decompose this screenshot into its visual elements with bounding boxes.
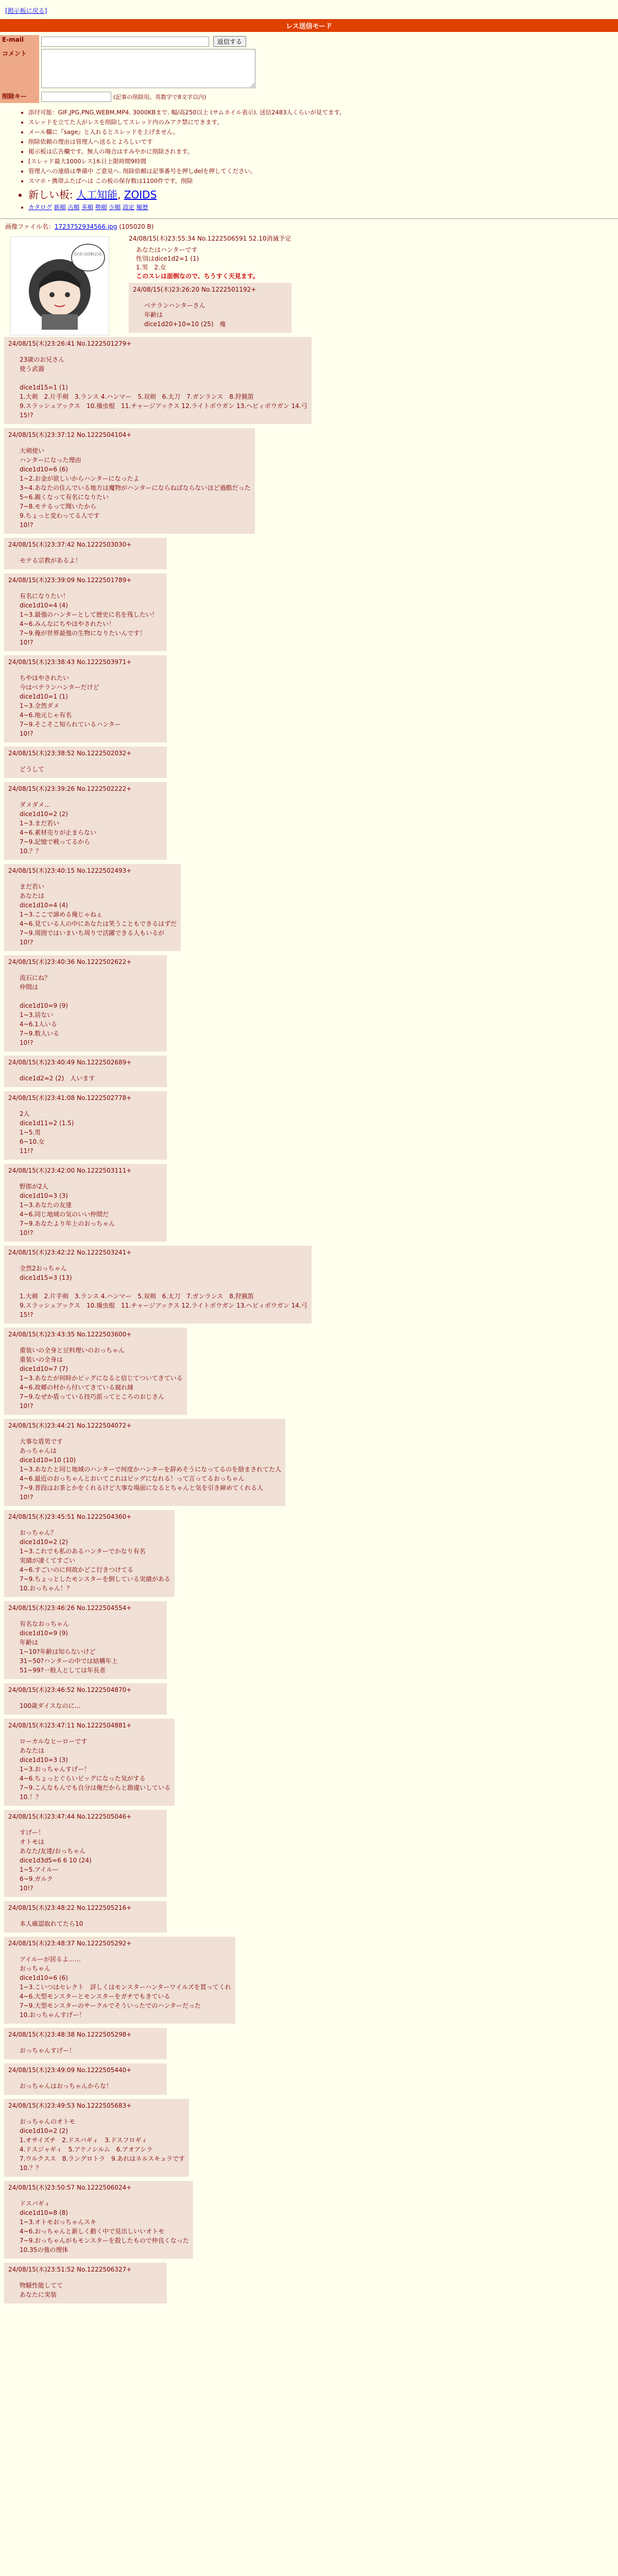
reply-header[interactable]: 24/08/15(木)23:38:52 No.1222502032+ bbox=[8, 750, 132, 757]
reply-header[interactable]: 24/08/15(木)23:39:26 No.1222502222+ bbox=[8, 785, 132, 792]
reply-list bbox=[0, 337, 618, 2303]
comment-line: おっちゃん？ bbox=[20, 1529, 57, 1536]
comment-line: あなたに実装 bbox=[20, 2291, 57, 2298]
comment-line: 4~6.大型モンスターとモンスターをガチでもきている bbox=[20, 1993, 170, 2000]
comment-line: 9.スラッシュアックス 10.操虫棍 11.チャージアックス 12.ライトボウガン 13.ヘビィボウガン 14.弓 bbox=[20, 402, 307, 410]
comment-line: 年齢は bbox=[144, 311, 163, 318]
reply-comment bbox=[20, 556, 163, 565]
comment-line: 1.オサイズチ 2.ドスバギィ 3.ドスフロギィ bbox=[20, 2137, 148, 2144]
comment-line: モテる宗教があるよ！ bbox=[20, 557, 82, 564]
reply-post bbox=[4, 2263, 167, 2303]
op-line: このスレは面倒なので、ちうすく天見ます。 bbox=[136, 273, 259, 280]
comment-line: 10.？？ bbox=[20, 2164, 42, 2172]
comment-line: 7~9.ちょっとしたモンスターを倒している実績がある bbox=[20, 1575, 170, 1583]
op-comment bbox=[136, 246, 618, 281]
reply-post bbox=[4, 1719, 175, 1806]
reply-comment bbox=[20, 355, 307, 420]
reply-header[interactable]: 24/08/15(木)23:49:53 No.1222505683+ bbox=[8, 2102, 132, 2109]
comment-line: 7~9.こんなもんでも自分は俺だからと勘違いしている bbox=[20, 1784, 171, 1791]
comment-line bbox=[20, 374, 307, 383]
sort-momentum-link[interactable]: 勢順 bbox=[95, 204, 107, 211]
comment-line: 10!? bbox=[20, 730, 33, 737]
reply-form bbox=[0, 35, 258, 103]
reply-header[interactable]: 24/08/15(木)23:51:52 No.1222506327+ bbox=[8, 2266, 132, 2273]
comment-line: dice1d10=3 (3) bbox=[20, 1192, 68, 1199]
reply-header[interactable]: 24/08/15(木)23:47:44 No.1222505046+ bbox=[8, 1813, 132, 1820]
comment-line: 31~50?ハンターの中では結構年上 bbox=[20, 1657, 118, 1665]
reply-comment bbox=[20, 1619, 163, 1675]
email-label: E-mail bbox=[0, 35, 39, 48]
comment-line: 4~6.みんなにちやほやされたい！ bbox=[20, 620, 115, 628]
reply-post bbox=[4, 573, 167, 651]
comment-line: dice1d10=9 (9) bbox=[20, 1002, 68, 1009]
comment-line: 4~6.見ている人の中にあなたは笑うこともできるはずだ bbox=[20, 920, 177, 927]
reply-header[interactable]: 24/08/15(木)23:48:22 No.1222505216+ bbox=[8, 1904, 132, 1911]
sort-old-link[interactable]: 古順 bbox=[67, 204, 80, 211]
reply-header[interactable]: 24/08/15(木)23:46:26 No.1222504554+ bbox=[8, 1604, 132, 1612]
submit-reply-button[interactable]: 返信する bbox=[213, 36, 246, 47]
reply-post bbox=[4, 428, 255, 534]
comment-line: 1~3.全然ダメ bbox=[20, 702, 60, 709]
comment-line: 4~6.おっちゃんと新しく動く中で見出しいいオトモ bbox=[20, 2228, 165, 2235]
comment-line: 1~3.最強のハンターとして歴史に名を残したい！ bbox=[20, 611, 158, 618]
op-post bbox=[0, 222, 618, 333]
comment-line: 本人確認取れてたら10 bbox=[20, 1920, 83, 1927]
delete-key-label: 削除キー bbox=[0, 91, 39, 103]
comment-line: dice1d10=4 (4) bbox=[20, 602, 68, 609]
comment-line: 7~9.普段はお茶とかをくれるけど大事な場面になるとちゃんと気を引き締めてくれる人 bbox=[20, 1484, 264, 1492]
comment-line: 1~3.あなたの友達 bbox=[20, 1201, 72, 1209]
op-illustration bbox=[11, 237, 131, 335]
reply-header[interactable]: 24/08/15(木)23:48:37 No.1222505292+ bbox=[8, 1940, 132, 1947]
comment-line: dice1d10=3 (3) bbox=[20, 1756, 68, 1764]
comment-line: dice1d3d5=6 6 10 (24) bbox=[20, 1857, 92, 1864]
comment-line: あっちゃんは bbox=[20, 1447, 57, 1454]
reply-header[interactable]: 24/08/15(木)23:26:41 No.1222501279+ bbox=[8, 340, 132, 347]
comment-line: アイルーが居るよ…… bbox=[20, 1956, 81, 1963]
reply-header[interactable]: 24/08/15(木)23:39:09 No.1222501789+ bbox=[8, 577, 132, 584]
comment-line: 大事な盾男です bbox=[20, 1438, 63, 1445]
comment-line: ドスバギィ bbox=[20, 2200, 50, 2207]
settings-link[interactable]: 設定 bbox=[122, 204, 134, 211]
rule-item: • 掲示板は広告欄です。無人の場合はすみやかに削除されます。 bbox=[28, 147, 618, 156]
rule-item: • 管理人への連絡は準備中 ご意見へ. 削除依頼は記事番号を押しdelを押してください。 bbox=[28, 167, 618, 175]
reply-header[interactable]: 24/08/15(木)23:46:52 No.1222504870+ bbox=[8, 1686, 132, 1693]
comment-line: 全然2おっちゃん bbox=[20, 1265, 67, 1272]
op-line: 1.男 2.女 bbox=[136, 264, 166, 271]
reply-post bbox=[4, 1810, 167, 1897]
comment-line: dice1d10=9 (9) bbox=[20, 1630, 68, 1637]
reply-header[interactable]: 24/08/15(木)23:37:12 No.1222504104+ bbox=[8, 431, 132, 438]
email-field[interactable] bbox=[41, 37, 209, 47]
comment-line: 7~9.そこそこ知られているハンター bbox=[20, 721, 121, 728]
reply-header[interactable]: 24/08/15(木)23:37:42 No.1222503030+ bbox=[8, 541, 132, 548]
comment-line: 10.？？ bbox=[20, 848, 42, 855]
comment-line: 10!? bbox=[20, 939, 33, 946]
comment-line: 7~9.おっちゃんがもモンスターを殺したもので仲良くなった bbox=[20, 2237, 189, 2244]
comment-line: 1~3.ここで諦める俺じゃねぇ bbox=[20, 911, 103, 918]
reply-post bbox=[4, 1056, 167, 1087]
reply-comment bbox=[20, 1955, 231, 2020]
reply-header[interactable]: 24/08/15(木)23:41:08 No.1222502778+ bbox=[8, 1094, 132, 1101]
comment-line: 10!? bbox=[20, 1039, 33, 1046]
op-file-size: (105020 B) bbox=[119, 223, 154, 230]
reply-header[interactable]: 24/08/15(木)23:38:43 No.1222503971+ bbox=[8, 658, 132, 666]
comment-line: 有名になりたい！ bbox=[20, 592, 70, 600]
comment-line: ちやほやされたい bbox=[20, 674, 70, 682]
comment-line: 7~9.なぜか盾っている技巧派ってところのおじさん bbox=[20, 1393, 165, 1400]
comment-line: 6~10.女 bbox=[20, 1138, 45, 1145]
comment-line: 7~9.記憶で戦ってるから bbox=[20, 838, 91, 845]
reply-header[interactable]: 24/08/15(木)23:48:38 No.1222505298+ bbox=[8, 2031, 132, 2038]
comment-line: 3~4.あなたの住んでいる地方は魔物がハンターにならねばならないほど過酷だった bbox=[20, 484, 251, 492]
reply-comment bbox=[20, 1828, 163, 1893]
reply-comment bbox=[20, 1737, 170, 1802]
comment-line: あなたは bbox=[20, 1747, 45, 1754]
comment-line: おっちゃんはおっちゃんからな！ bbox=[20, 2082, 113, 2090]
comment-line: dice1d15=3 (13) bbox=[20, 1274, 72, 1281]
comment-line: 7~9.俺が世界最強の生物になりたいんです！ bbox=[20, 630, 146, 637]
comment-line: dice1d10=6 (6) bbox=[20, 466, 68, 473]
comment-line: 15!? bbox=[20, 412, 33, 419]
reply-header[interactable]: 24/08/15(木)23:45:51 No.1222504360+ bbox=[8, 1513, 132, 1520]
new-board-link-zoids[interactable]: ZOIDS bbox=[124, 189, 157, 201]
op-thumbnail[interactable] bbox=[10, 236, 131, 335]
reply-header[interactable]: 24/08/15(木)23:40:15 No.1222502493+ bbox=[8, 867, 132, 874]
comment-line: 物騒性能してて bbox=[20, 2282, 63, 2289]
reply-comment bbox=[20, 2281, 163, 2299]
comment-line: 2人 bbox=[20, 1110, 30, 1117]
reply-comment bbox=[20, 591, 163, 647]
comment-line: dice1d11=2 (1.5) bbox=[20, 1120, 74, 1127]
op-line: あなたはハンターです bbox=[136, 246, 198, 253]
comment-line: すげー！ bbox=[20, 1829, 45, 1836]
divider bbox=[0, 218, 618, 219]
reply-comment bbox=[20, 1264, 307, 1319]
comment-line: 1~3.こいつはセレクト 詳しくはモンスターハンターワイルズを買ってくれ bbox=[20, 1984, 231, 1991]
sort-new-link[interactable]: 新順 bbox=[54, 204, 66, 211]
comment-line: 流石にね？ bbox=[20, 974, 51, 981]
op-header: 24/08/15(木)23:55:34 No.1222506591 52.10消滅予定 bbox=[129, 235, 291, 242]
comment-line: dice1d15=1 (1) bbox=[20, 384, 68, 391]
comment-line: dice1d10=6 (6) bbox=[20, 1974, 68, 1981]
comment-line bbox=[20, 992, 163, 1001]
comment-line: 9.スラッシュアックス 10.操虫棍 11.チャージアックス 12.ライトボウガン 13.ヘビィボウガン 14.弓 bbox=[20, 1302, 307, 1309]
reply-comment bbox=[20, 973, 163, 1047]
delete-key-input[interactable] bbox=[41, 92, 111, 102]
catalog-links bbox=[28, 203, 618, 211]
reply-header[interactable]: 24/08/15(木)23:50:57 No.1222506024+ bbox=[8, 2184, 132, 2191]
reply-comment bbox=[20, 1701, 163, 1710]
comment-line: 10.35の強の理体 bbox=[20, 2246, 68, 2253]
comment-line: 7~9.周囲ではいまいち周りで活躍できる人もいるが bbox=[20, 929, 165, 937]
op-body bbox=[129, 231, 618, 333]
reply-comment bbox=[144, 301, 287, 329]
reply-post bbox=[4, 1683, 167, 1715]
comment-line: 4~6.すごいのに何故かどこ行きつけてる bbox=[20, 1566, 134, 1573]
comment-line: オトモは bbox=[20, 1838, 45, 1845]
comment-line: 1.大剣 2.片手剣 3.ランス 4.ハンマー 5.双剣 6.太刀 7.ガンランス 8.狩猟笛 bbox=[20, 1293, 254, 1300]
comment-line: dice1d10=2 (2) bbox=[20, 810, 68, 818]
reply-post bbox=[4, 538, 167, 569]
comment-line: あなた/友達/おっちゃん bbox=[20, 1848, 86, 1855]
comment-line: 1~10?年齢は知らないけど bbox=[20, 1648, 96, 1655]
comment-line: 4~6.故郷の村から付いてきている腐れ縁 bbox=[20, 1384, 134, 1391]
reply-post bbox=[4, 1091, 167, 1160]
reply-post bbox=[4, 1246, 312, 1324]
comment-line: 野郎が2人 bbox=[20, 1183, 48, 1190]
comment-line: 11!? bbox=[20, 1147, 33, 1155]
comment-line: 4~6.素材売りが止まらない bbox=[20, 829, 97, 836]
comment-line: 今はベテランハンターだけど bbox=[20, 684, 99, 691]
comment-line: 4.ドスジャギィ 5.アケノシルム 6.アオアシラ bbox=[20, 2146, 153, 2153]
comment-line: 10!? bbox=[20, 1494, 33, 1501]
reply-post bbox=[4, 864, 181, 951]
reply-post bbox=[4, 1164, 167, 1242]
reply-comment bbox=[20, 1346, 183, 1411]
comment-line: 1~3.居ない bbox=[20, 1011, 54, 1019]
comment-line: 1~3.まだ若い bbox=[20, 820, 60, 827]
comment-line: 1~3.これでも私のあるハンターでかなり有名 bbox=[20, 1548, 146, 1555]
catalog-link[interactable]: カタログ bbox=[28, 204, 52, 211]
comment-line: 23歳のお兄さん bbox=[20, 356, 65, 363]
comment-line: 1~3.あなたと同じ地域のハンターで何度かハンターを辞めそうになってるのを励まされてた人 bbox=[20, 1466, 282, 1473]
comment-line: 10.おっちゃんすげー！ bbox=[20, 2011, 85, 2019]
comment-line: 1~5.アイルー bbox=[20, 1866, 59, 1873]
comment-line: おっちゃん bbox=[20, 1965, 51, 1972]
comment-line: おっちゃんすげー！ bbox=[20, 2047, 76, 2054]
reply-post bbox=[129, 283, 291, 333]
comment-line: 10!? bbox=[20, 521, 33, 529]
reply-comment bbox=[20, 673, 163, 738]
rule-item: • スマホ・携帯ふたばへは この板の保存数は1100件です。削除 bbox=[28, 177, 618, 185]
comment-line bbox=[20, 1282, 307, 1292]
reply-comment bbox=[20, 2046, 163, 2055]
reply-comment bbox=[20, 446, 251, 530]
reply-header[interactable]: 24/08/15(木)23:40:49 No.1222502689+ bbox=[8, 1059, 132, 1066]
comment-line: 100歳ダイスなのに… bbox=[20, 1702, 81, 1709]
rule-item: • メール欄に『sage』と入れるとスレッドを上げません。 bbox=[28, 128, 618, 136]
reply-comment bbox=[20, 2081, 163, 2091]
reply-post bbox=[4, 337, 312, 424]
op-speech-bubble: 自分のぜっちめを乗せるために bbox=[74, 252, 131, 257]
reply-post bbox=[4, 1901, 167, 1933]
comment-line: 10!? bbox=[20, 1402, 33, 1410]
sort-many-link[interactable]: 多順 bbox=[81, 204, 93, 211]
reply-header[interactable]: 24/08/15(木)23:43:35 No.1222503600+ bbox=[8, 1331, 132, 1338]
reply-comment bbox=[20, 800, 163, 856]
comment-line: 7~9.数人いる bbox=[20, 1030, 60, 1037]
posting-rules bbox=[0, 108, 618, 211]
reply-comment bbox=[20, 1109, 163, 1156]
comment-line: ダメダメ… bbox=[20, 801, 51, 808]
comment-line: 10.おっちゃん！？ bbox=[20, 1585, 73, 1592]
reply-post bbox=[4, 1328, 187, 1415]
reply-header[interactable]: 24/08/15(木)23:42:22 No.1222503241+ bbox=[8, 1249, 132, 1256]
reply-comment bbox=[20, 1919, 163, 1928]
reply-header[interactable]: 24/08/15(木)23:40:36 No.1222502622+ bbox=[8, 958, 132, 965]
reply-comment bbox=[20, 1437, 281, 1502]
reply-post bbox=[4, 955, 167, 1052]
op-line: 性別はdice1d2=1 (1) bbox=[136, 255, 199, 262]
reply-comment bbox=[20, 2117, 185, 2173]
comment-line: 10!? bbox=[20, 1885, 33, 1892]
comment-line: 51~99?一般人としては年長者 bbox=[20, 1667, 106, 1674]
sort-few-link[interactable]: 少順 bbox=[109, 204, 121, 211]
comment-textarea[interactable] bbox=[41, 49, 255, 88]
new-board-notice: • 新しい板: 人工知能, ZOIDS bbox=[28, 187, 618, 201]
comment-line: まだ若い bbox=[20, 883, 45, 890]
op-file-info bbox=[5, 222, 618, 231]
reply-comment bbox=[20, 765, 163, 774]
reply-post bbox=[4, 1937, 235, 2024]
reply-post bbox=[4, 2181, 193, 2259]
comment-line: 7~8.モテるって聞いたから bbox=[20, 503, 97, 510]
reply-post bbox=[4, 1419, 285, 1506]
comment-line: 15!? bbox=[20, 1311, 33, 1318]
comment-line: dice1d10=7 (7) bbox=[20, 1365, 68, 1372]
reply-post bbox=[4, 2028, 167, 2059]
reply-comment bbox=[20, 1074, 163, 1083]
comment-line: どうして bbox=[20, 766, 45, 773]
comment-line: dice1d10=10 (10) bbox=[20, 1456, 76, 1464]
comment-line: 10!? bbox=[20, 1229, 33, 1236]
comment-line: 1~3.あなたが何時かピッグになると信じてついてきている bbox=[20, 1375, 183, 1382]
comment-line: 仲間は bbox=[20, 984, 39, 991]
comment-line: 年齢は bbox=[20, 1639, 39, 1646]
op-file-link[interactable]: 1723752934566.jpg bbox=[54, 223, 117, 230]
reply-header[interactable]: 24/08/15(木)23:26:20 No.1222501192+ bbox=[133, 286, 256, 293]
reply-post bbox=[4, 655, 167, 742]
back-to-board-link[interactable]: [掲示板に戻る] bbox=[5, 7, 47, 14]
reply-mode-banner: レス送信モード bbox=[0, 19, 618, 32]
reply-header[interactable]: 24/08/15(木)23:49:09 No.1222505440+ bbox=[8, 2066, 132, 2074]
reply-post bbox=[4, 1510, 175, 1597]
comment-line: ハンターになった理由 bbox=[20, 456, 81, 464]
comment-line: 4~6.最近のおっちゃんとおいてこれはピッグになれる！って言ってるおっちゃん bbox=[20, 1475, 245, 1482]
comment-label: コメント bbox=[0, 48, 39, 91]
new-board-link-ai[interactable]: 人工知能 bbox=[76, 189, 118, 201]
comment-line: dice1d10=4 (4) bbox=[20, 902, 68, 909]
reply-post bbox=[4, 747, 167, 778]
comment-line: ローカルなヒーローです bbox=[20, 1738, 88, 1745]
comment-line: 10.！？ bbox=[20, 1793, 42, 1801]
comment-line: 1.大剣 2.片手剣 3.ランス 4.ハンマー 5.双剣 6.太刀 7.ガンランス 8.狩猟笛 bbox=[20, 393, 254, 400]
comment-line: 1~3.おっちゃんすげー！ bbox=[20, 1766, 91, 1773]
reply-comment bbox=[20, 2199, 189, 2255]
rule-item: • 添付可能：GIF,JPG,PNG,WEBM,MP4. 3000KBまで. 幅/高250以上 (サムネイル表示). 送信2483人くらいが見てます。 bbox=[28, 108, 618, 116]
rule-item: • [スレッド最大1000レス]本日上限時間9時間 bbox=[28, 157, 618, 165]
comment-line: 実績が凄くてすごい bbox=[20, 1557, 76, 1564]
reply-comment bbox=[20, 882, 177, 947]
history-link[interactable]: 履歴 bbox=[136, 204, 148, 211]
reply-post bbox=[4, 2099, 189, 2177]
comment-line: 重装いの全身と豆料理いのおっちゃん bbox=[20, 1347, 125, 1354]
reply-comment bbox=[20, 1182, 163, 1238]
comment-line: 5~6.親くなって有名になりたい bbox=[20, 494, 109, 501]
comment-line: 有名なおっちゃん bbox=[20, 1620, 70, 1628]
comment-line: dice1d10=2 (2) bbox=[20, 1538, 68, 1546]
comment-line: 7.ウルクスス 8.ラングロトラ 9.あれはネルスキュラです bbox=[20, 2155, 185, 2162]
comment-line: 6~9.ガルク bbox=[20, 1875, 53, 1883]
comment-line: ベテランハンターさん bbox=[144, 302, 205, 309]
rule-item: • 削除依頼の理由は管理人へ送るとよろしいです bbox=[28, 138, 618, 146]
comment-line: 7~9.あなたより年上のおっちゃん bbox=[20, 1220, 115, 1227]
comment-line: dice1d10=8 (8) bbox=[20, 2209, 68, 2216]
reply-header[interactable]: 24/08/15(木)23:42:00 No.1222503111+ bbox=[8, 1167, 132, 1174]
comment-line: あなたは bbox=[20, 892, 45, 900]
comment-line: 4~6.1人いる bbox=[20, 1021, 57, 1028]
delete-key-note: (記事の削除用。英数字で8文字以内) bbox=[113, 94, 207, 100]
new-board-prefix: 新しい板: bbox=[28, 189, 77, 201]
comment-line: 1~2.お金が欲しいからハンターになったよ bbox=[20, 475, 140, 482]
comment-line: 大剣使い bbox=[20, 447, 45, 454]
comment-line: 4~6.同じ地域の気のいい仲間だ bbox=[20, 1211, 109, 1218]
reply-header[interactable]: 24/08/15(木)23:47:11 No.1222504881+ bbox=[8, 1722, 132, 1729]
reply-post bbox=[4, 782, 167, 860]
comment-line: 9.ちょっと変わってる人です bbox=[20, 512, 100, 519]
comment-line: dice1d20+10=10 (25) 痩 bbox=[144, 320, 226, 328]
reply-comment bbox=[20, 1528, 170, 1593]
comment-line: 1~3.オトモおっちゃんスキ bbox=[20, 2218, 97, 2226]
comment-line: 4~6.地元じゃ有名 bbox=[20, 711, 72, 719]
top-nav bbox=[0, 0, 618, 15]
comment-line: dice1d10=1 (1) bbox=[20, 693, 68, 700]
comment-line: 10!? bbox=[20, 639, 33, 646]
comment-line: おっちゃんのオトモ bbox=[20, 2118, 76, 2125]
rule-item: • スレッドを立てた人がレスを削除してスレッド内のみアク禁にできます。 bbox=[28, 118, 618, 126]
comment-line: dice1d2=2 (2) 人います bbox=[20, 1075, 95, 1082]
comment-line: 重装いの全身は bbox=[20, 1356, 63, 1363]
reply-header[interactable]: 24/08/15(木)23:44:21 No.1222504072+ bbox=[8, 1422, 132, 1429]
comment-line: 7~9.大型モンスターのサークルでそういったでのハンターだった bbox=[20, 2002, 201, 2009]
comment-line: 1~5.男 bbox=[20, 1129, 41, 1136]
reply-post bbox=[4, 2063, 167, 2095]
file-label: 画像ファイル名： bbox=[5, 223, 55, 230]
reply-post bbox=[4, 1601, 167, 1679]
comment-line: dice1d10=2 (2) bbox=[20, 2127, 68, 2134]
comment-line: 4~6.ちょっとぐらいピッグになった気がする bbox=[20, 1775, 146, 1782]
comment-line: 使う武器 bbox=[20, 365, 45, 372]
